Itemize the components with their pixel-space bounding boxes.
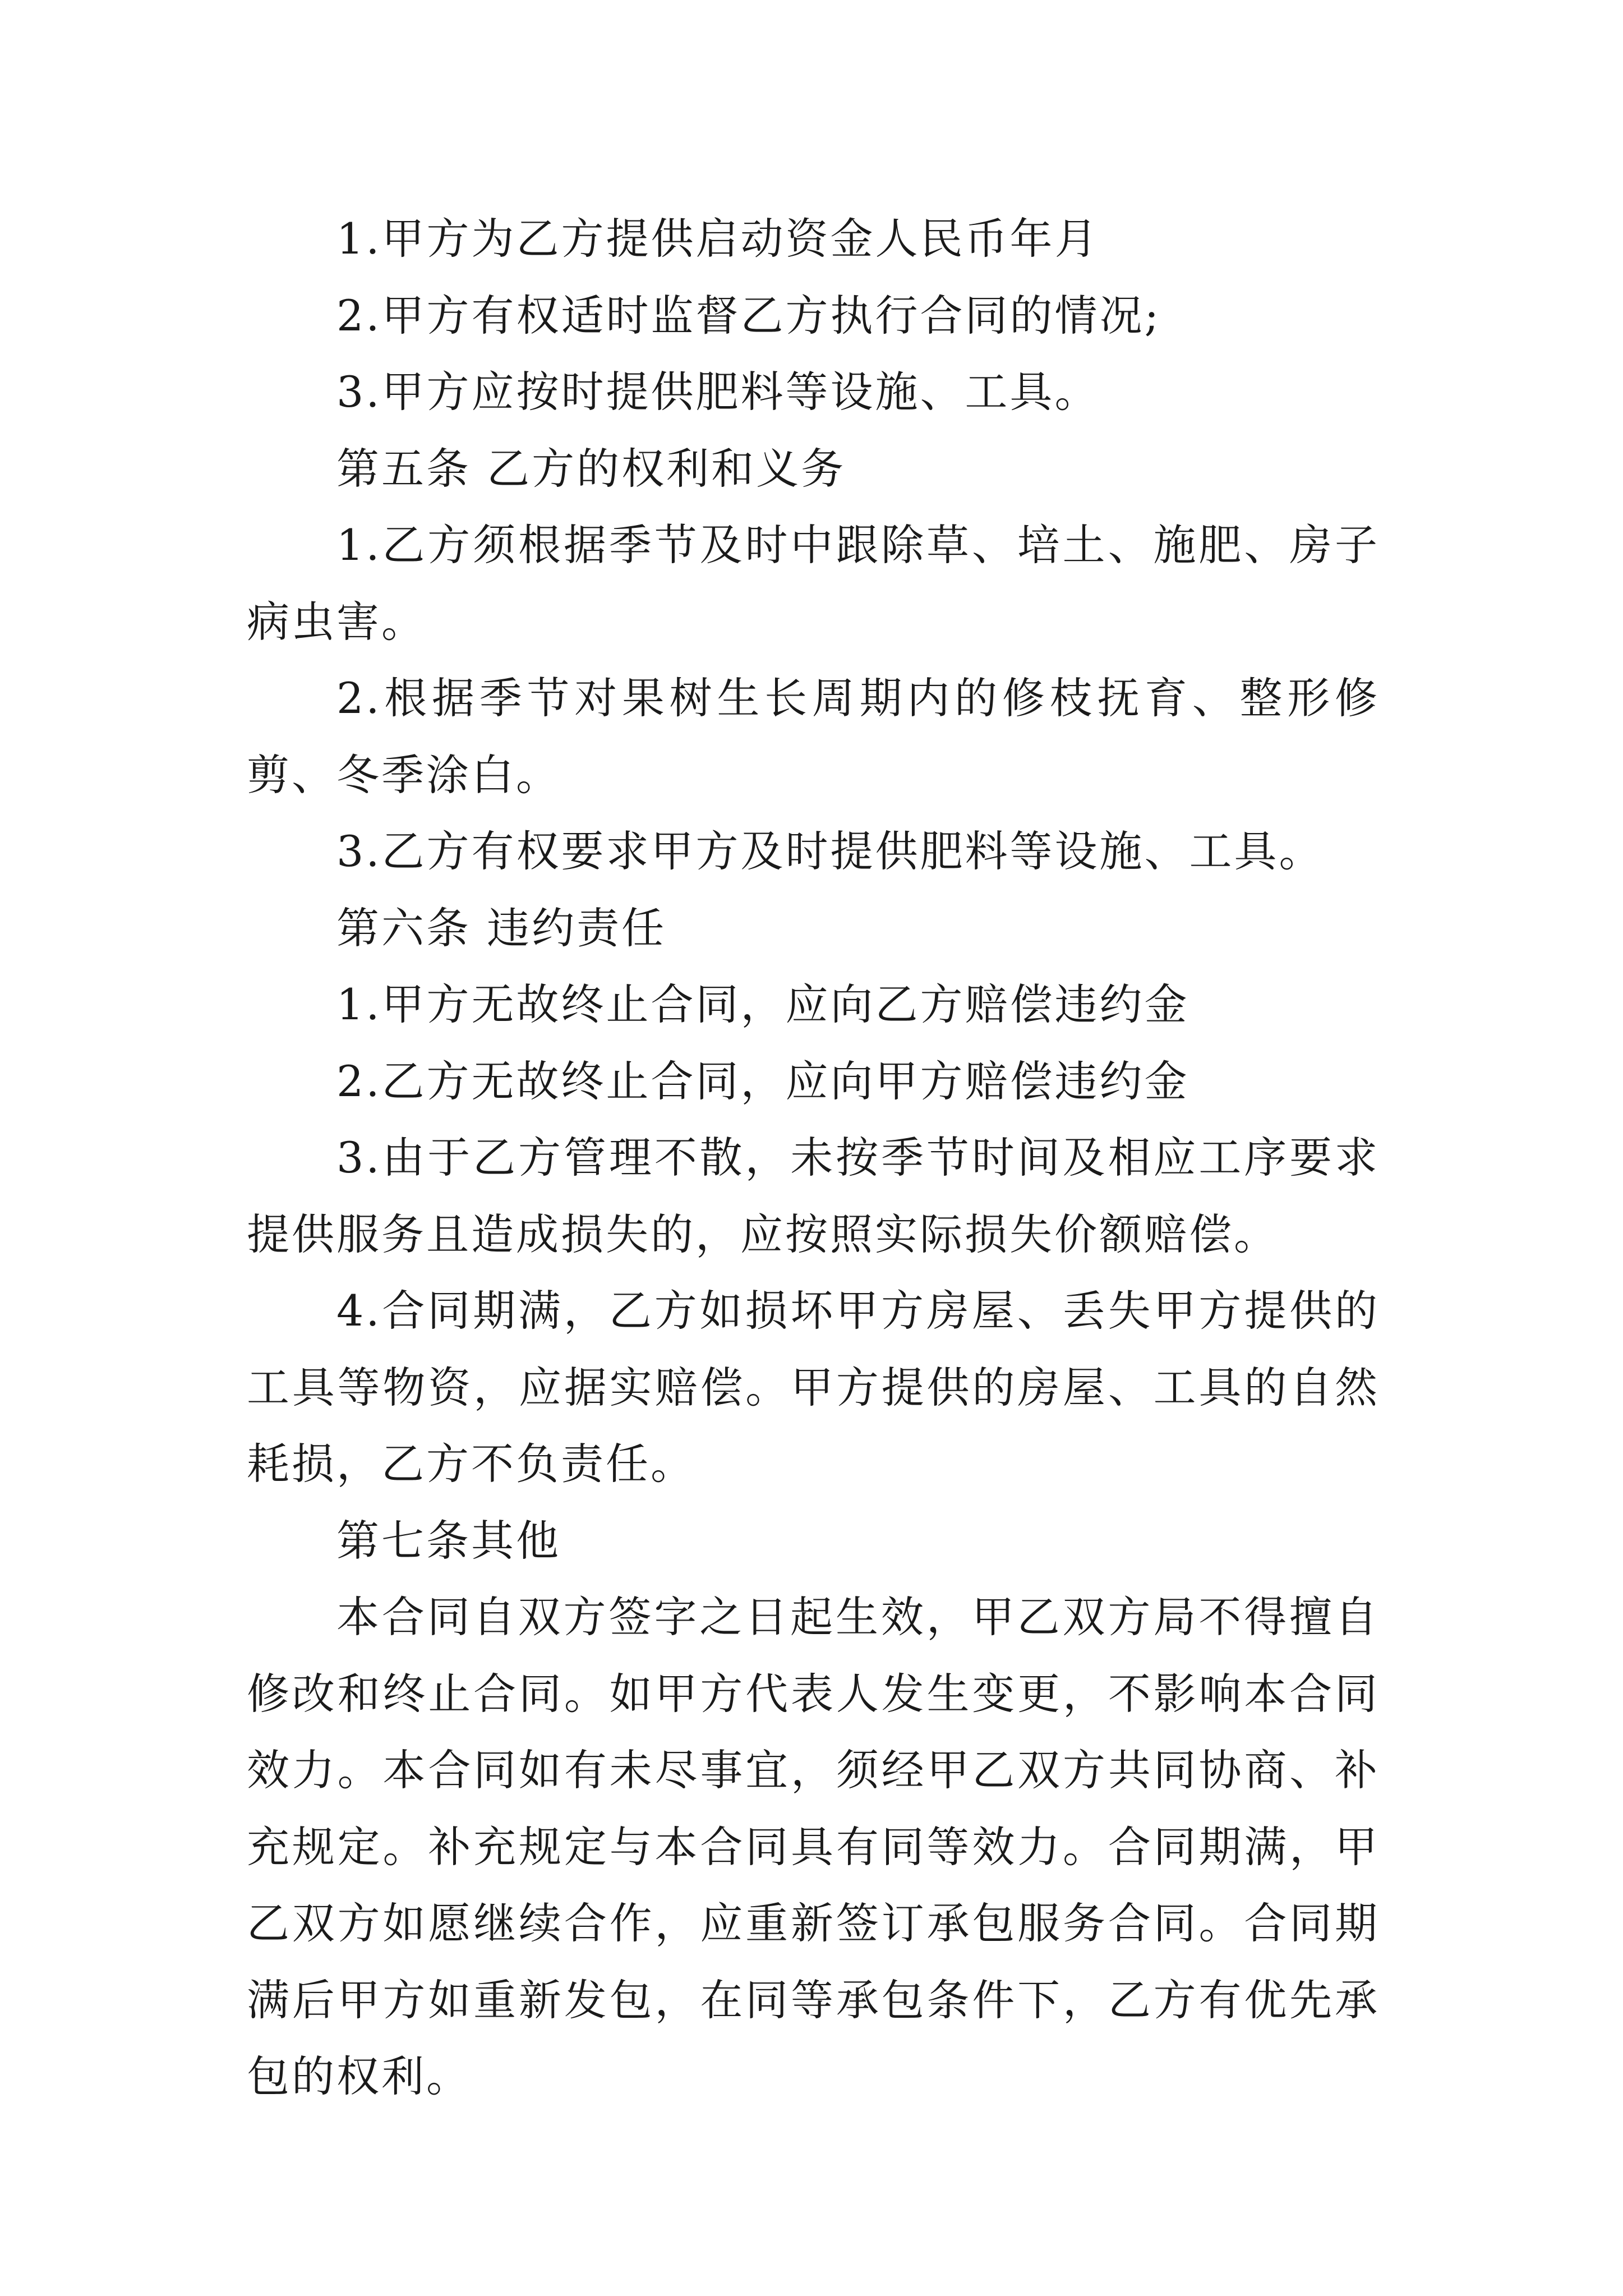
clause-party-a-funding: 1.甲方为乙方提供启动资金人民币年月 — [336, 214, 1100, 264]
article-7-heading: 第七条其他 — [336, 1515, 561, 1566]
clause-party-a-supplies: 3.甲方应按时提供肥料等设施、工具。 — [336, 367, 1100, 417]
clause-party-a-supervision: 2.甲方有权适时监督乙方执行合同的情况; — [336, 290, 1161, 341]
clause-effectiveness: 本合同自双方签字之日起生效，甲乙双方局不得擅自修改和终止合同。如甲方代表人发生变更，不影响本合同效力。本合同如有未尽事宜，须经甲乙双方共同协商、补充规定。补充规定与本合同具有同等效力。合同期满，甲乙双方如愿继续合作，应重新签订承包服务合同。合同期满后甲方如重新发包，在同等承包条件下，乙方有优先承包的权利。 — [247, 1592, 1380, 2101]
clause-party-b-pruning: 2.根据季节对果树生长周期内的修枝抚育、整形修剪、冬季涂白。 — [247, 673, 1380, 800]
clause-management-loss: 3.由于乙方管理不散，未按季节时间及相应工序要求提供服务且造成损失的，应按照实际损失价额赔偿。 — [247, 1133, 1380, 1259]
document-body — [247, 201, 1380, 2115]
clause-property-damage: 4.合同期满，乙方如损坏甲方房屋、丢失甲方提供的工具等物资，应据实赔偿。甲方提供的房屋、工具的自然耗损，乙方不负责任。 — [247, 1286, 1380, 1489]
article-5-heading: 第五条 乙方的权利和义务 — [336, 443, 846, 494]
clause-party-a-termination: 1.甲方无故终止合同，应向乙方赔偿违约金 — [336, 979, 1189, 1029]
clause-party-b-weeding: 1.乙方须根据季节及时中跟除草、培土、施肥、房子病虫害。 — [247, 520, 1380, 647]
clause-party-b-request-supplies: 3.乙方有权要求甲方及时提供肥料等设施、工具。 — [336, 826, 1324, 876]
clause-party-b-termination: 2.乙方无故终止合同，应向甲方赔偿违约金 — [336, 1056, 1189, 1106]
article-6-heading: 第六条 违约责任 — [336, 903, 667, 953]
